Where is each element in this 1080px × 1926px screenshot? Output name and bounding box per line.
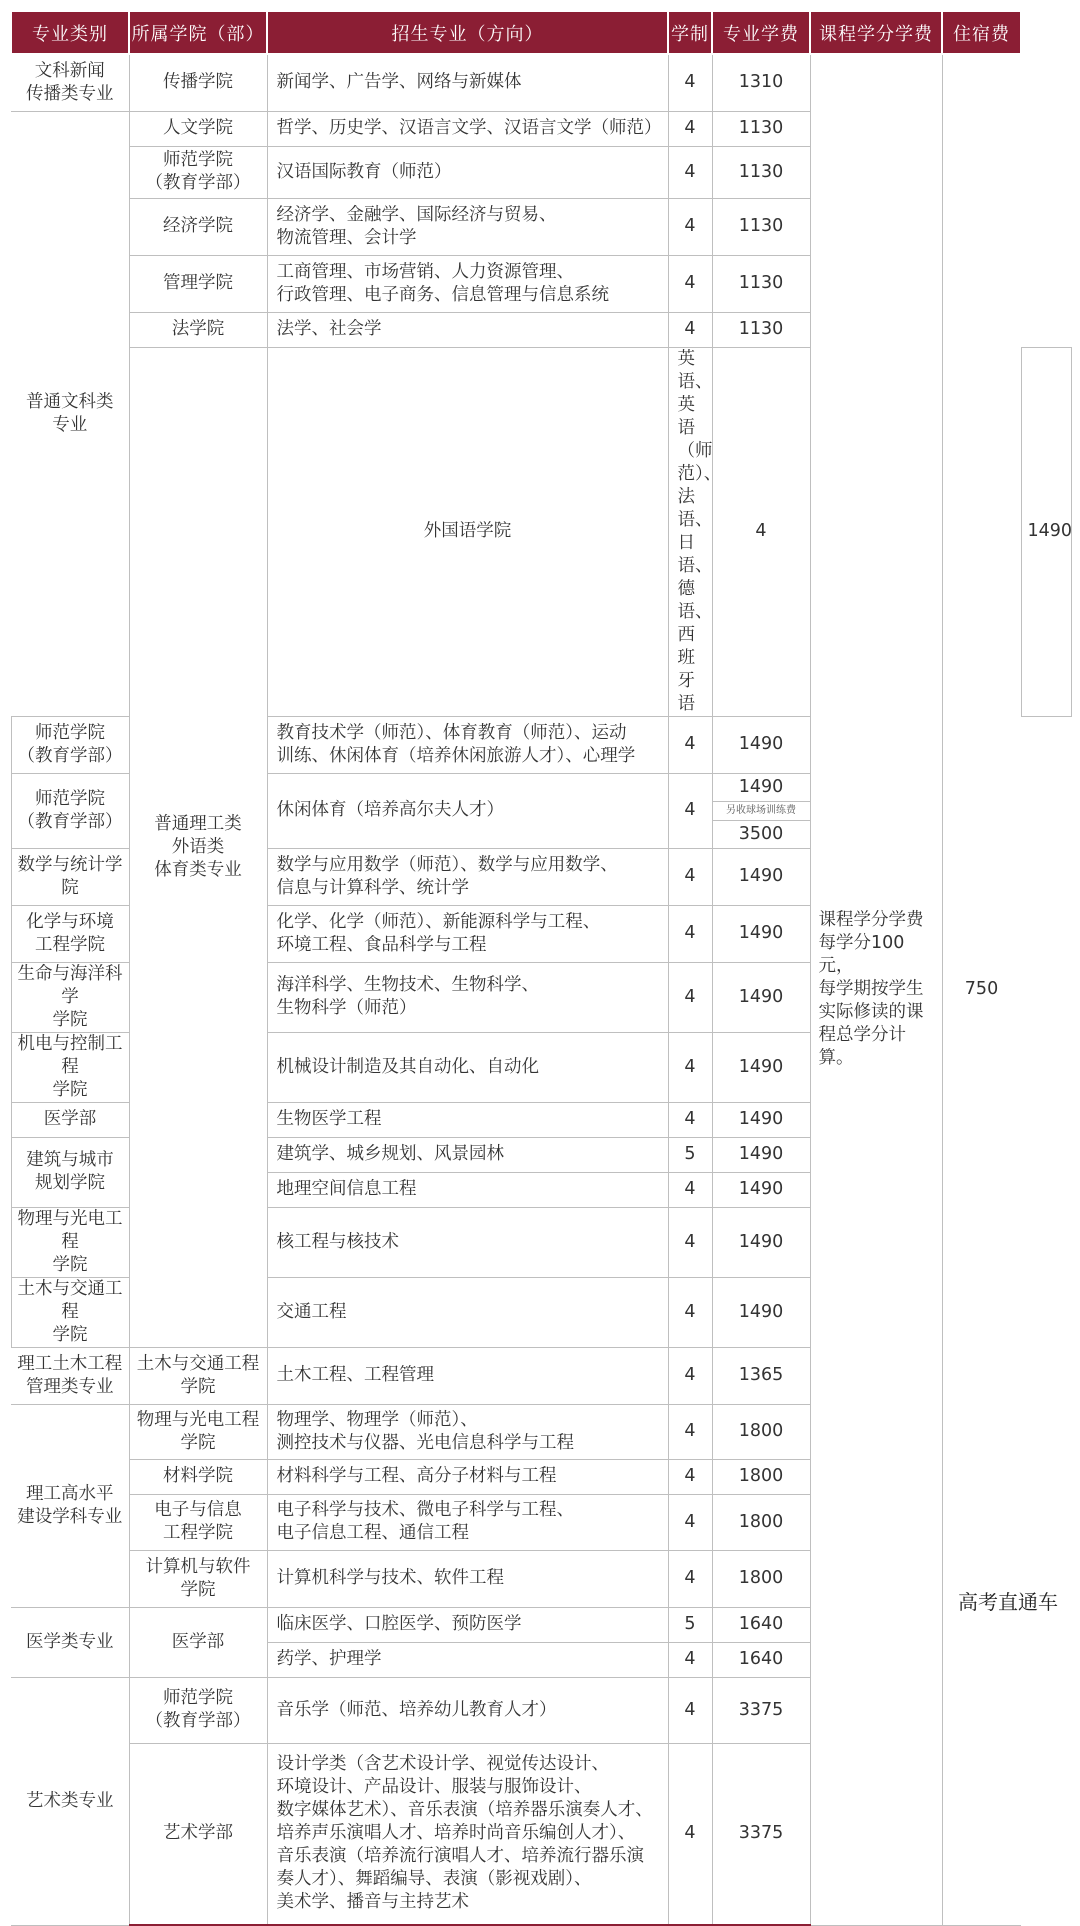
tuition-cell: 1640	[712, 1607, 810, 1642]
college-cell: 师范学院 （教育学部）	[11, 716, 129, 773]
college-cell: 传播学院	[129, 54, 267, 111]
college-cell: 计算机与软件 学院	[129, 1550, 267, 1607]
category-label: 理工高水平 建设学科专业	[17, 1483, 123, 1527]
tuition-cell: 3375	[712, 1677, 810, 1743]
table-header-row	[11, 11, 1072, 54]
years-cell: 5	[668, 1607, 712, 1642]
majors-cell: 土木工程、工程管理	[267, 1347, 668, 1404]
college-cell: 电子与信息 工程学院	[129, 1494, 267, 1550]
majors-cell: 英语、英语（师范）、法语、日语、德语、 西班牙语	[668, 347, 712, 716]
tuition-cell: 3375	[712, 1743, 810, 1925]
majors-cell: 新闻学、广告学、网络与新媒体	[267, 54, 668, 111]
years-cell: 4	[668, 111, 712, 146]
years-cell: 4	[668, 1642, 712, 1677]
years-cell: 4	[712, 347, 810, 716]
tuition-value: 1490	[738, 776, 784, 797]
years-cell: 4	[668, 1277, 712, 1347]
table-row	[11, 54, 1072, 111]
header-college: 所属学院（部）	[129, 11, 267, 54]
majors-cell: 药学、护理学	[267, 1642, 668, 1677]
college-cell: 外国语学院	[267, 347, 668, 716]
tuition-cell: 1130	[712, 146, 810, 198]
tuition-cell: 1800	[712, 1459, 810, 1494]
majors-cell: 生物医学工程	[267, 1102, 668, 1137]
years-cell: 4	[668, 1207, 712, 1277]
years-cell: 4	[668, 312, 712, 347]
tuition-cell: 1310	[712, 54, 810, 111]
years-cell: 4	[668, 1494, 712, 1550]
category-label: 文科新闻 传播类专业	[26, 60, 114, 104]
header-credit-fee: 课程学分学费	[810, 11, 942, 54]
majors-cell: 计算机科学与技术、软件工程	[267, 1550, 668, 1607]
years-cell: 4	[668, 255, 712, 312]
college-cell: 物理与光电工程 学院	[129, 1404, 267, 1459]
college-cell: 物理与光电工程 学院	[11, 1207, 129, 1277]
header-category: 专业类别	[11, 11, 129, 54]
years-cell: 4	[668, 1743, 712, 1925]
golf-fee-value: 3500	[738, 823, 784, 844]
years-cell: 4	[668, 1172, 712, 1207]
years-cell: 4	[668, 54, 712, 111]
college-cell: 管理学院	[129, 255, 267, 312]
college-cell: 化学与环境 工程学院	[11, 905, 129, 962]
majors-cell: 机械设计制造及其自动化、自动化	[267, 1032, 668, 1102]
tuition-cell: 1490	[712, 1137, 810, 1172]
watermark-text: 高考直通车	[958, 1590, 1058, 1614]
years-cell: 4	[668, 716, 712, 773]
years-cell: 4	[668, 1032, 712, 1102]
header-majors: 招生专业（方向）	[267, 11, 668, 54]
years-cell: 4	[668, 905, 712, 962]
college-cell: 材料学院	[129, 1459, 267, 1494]
header-years: 学制	[668, 11, 712, 54]
college-cell: 师范学院 （教育学部）	[129, 146, 267, 198]
majors-cell: 工商管理、市场营销、人力资源管理、 行政管理、电子商务、信息管理与信息系统	[267, 255, 668, 312]
college-cell: 师范学院 （教育学部）	[129, 1677, 267, 1743]
majors-cell: 化学、化学（师范）、新能源科学与工程、 环境工程、食品科学与工程	[267, 905, 668, 962]
tuition-cell: 1130	[712, 255, 810, 312]
college-cell: 土木与交通工程 学院	[129, 1347, 267, 1404]
header-tuition: 专业学费	[712, 11, 810, 54]
college-cell: 数学与统计学院	[11, 848, 129, 905]
college-cell: 医学部	[11, 1102, 129, 1137]
majors-cell: 建筑学、城乡规划、风景园林	[267, 1137, 668, 1172]
tuition-cell: 1490	[712, 962, 810, 1032]
category-label: 理工土木工程 管理类专业	[17, 1353, 123, 1397]
majors-cell: 教育技术学（师范）、体育教育（师范）、运动 训练、休闲体育（培养休闲旅游人才）、心理学	[267, 716, 668, 773]
college-cell: 艺术学部	[129, 1743, 267, 1925]
tuition-cell: 1640	[712, 1642, 810, 1677]
years-cell: 4	[668, 1102, 712, 1137]
tuition-cell: 1490	[712, 1102, 810, 1137]
category-cell	[11, 1677, 129, 1925]
years-cell: 4	[668, 962, 712, 1032]
majors-cell: 核工程与核技术	[267, 1207, 668, 1277]
years-cell: 4	[668, 1459, 712, 1494]
years-cell: 4	[668, 1550, 712, 1607]
years-cell: 4	[668, 773, 712, 848]
dorm-fee-cell	[942, 54, 1021, 1925]
tuition-cell: 1800	[712, 1494, 810, 1550]
majors-cell: 材料科学与工程、高分子材料与工程	[267, 1459, 668, 1494]
tuition-cell: 1130	[712, 111, 810, 146]
tuition-cell: 1130	[712, 198, 810, 255]
years-cell: 4	[668, 1677, 712, 1743]
majors-cell: 海洋科学、生物技术、生物科学、 生物科学（师范）	[267, 962, 668, 1032]
college-cell: 医学部	[129, 1607, 267, 1677]
tuition-cell: 1130	[712, 312, 810, 347]
majors-cell: 地理空间信息工程	[267, 1172, 668, 1207]
years-cell: 4	[668, 848, 712, 905]
category-label: 医学类专业	[26, 1631, 114, 1652]
college-cell: 生命与海洋科学 学院	[11, 962, 129, 1032]
category-label: 艺术类专业	[26, 1790, 114, 1811]
majors-cell: 设计学类（含艺术设计学、视觉传达设计、 环境设计、产品设计、服装与服饰设计、 数字媒体艺术）、音乐表演（培养器乐演奏人才、 培养声乐演唱人才、培养时尚音乐编创人才）、 音乐表演（培养流行演唱人才、培养流行器乐演 奏人才）、舞蹈编导、表演（影视戏剧）、 美术学、播音与主持艺术	[267, 1743, 668, 1925]
tuition-cell: 1490	[712, 905, 810, 962]
years-cell: 5	[668, 1137, 712, 1172]
majors-cell: 临床医学、口腔医学、预防医学	[267, 1607, 668, 1642]
college-cell: 建筑与城市 规划学院	[11, 1137, 129, 1207]
tuition-fee-table	[10, 10, 1072, 1926]
category-label: 普通理工类 外语类 体育类专业	[154, 813, 242, 880]
majors-cell: 数学与应用数学（师范）、数学与应用数学、 信息与计算科学、统计学	[267, 848, 668, 905]
years-cell: 4	[668, 1404, 712, 1459]
college-cell: 师范学院 （教育学部）	[11, 773, 129, 848]
college-cell: 法学院	[129, 312, 267, 347]
category-cell	[11, 111, 129, 716]
tuition-cell: 1490	[712, 1277, 810, 1347]
majors-cell: 交通工程	[267, 1277, 668, 1347]
years-cell: 4	[668, 146, 712, 198]
category-label: 普通文科类 专业	[26, 391, 114, 435]
majors-cell: 音乐学（师范、培养幼儿教育人才）	[267, 1677, 668, 1743]
years-cell: 4	[668, 1347, 712, 1404]
tuition-cell: 1490	[712, 1032, 810, 1102]
category-cell	[11, 1404, 129, 1607]
tuition-cell	[712, 773, 810, 848]
credit-fee-text: 课程学分学费 每学分100元， 每学期按学生 实际修读的课 程总学分计算。	[818, 910, 924, 1069]
majors-cell: 汉语国际教育（师范）	[267, 146, 668, 198]
majors-cell: 休闲体育（培养高尔夫人才）	[267, 773, 668, 848]
college-cell: 土木与交通工程 学院	[11, 1277, 129, 1347]
golf-fee-note: 另收球场训练费	[713, 801, 810, 821]
majors-cell: 物理学、物理学（师范）、 测控技术与仪器、光电信息科学与工程	[267, 1404, 668, 1459]
tuition-cell: 1365	[712, 1347, 810, 1404]
tuition-cell: 1490	[712, 1207, 810, 1277]
category-cell	[11, 1347, 129, 1404]
college-cell: 人文学院	[129, 111, 267, 146]
college-cell: 经济学院	[129, 198, 267, 255]
majors-cell: 电子科学与技术、微电子科学与工程、 电子信息工程、通信工程	[267, 1494, 668, 1550]
category-cell	[129, 347, 267, 1347]
majors-cell: 经济学、金融学、国际经济与贸易、 物流管理、会计学	[267, 198, 668, 255]
tuition-cell: 1490	[1021, 347, 1072, 716]
category-cell	[11, 1607, 129, 1677]
header-dorm-fee: 住宿费	[942, 11, 1021, 54]
category-cell	[11, 54, 129, 111]
tuition-cell: 1490	[712, 716, 810, 773]
majors-cell: 哲学、历史学、汉语言文学、汉语言文学（师范）	[267, 111, 668, 146]
years-cell: 4	[668, 198, 712, 255]
majors-cell: 法学、社会学	[267, 312, 668, 347]
tuition-cell: 1800	[712, 1550, 810, 1607]
college-cell: 机电与控制工程 学院	[11, 1032, 129, 1102]
tuition-cell: 1490	[712, 1172, 810, 1207]
dorm-fee-value: 750	[964, 979, 999, 1000]
tuition-cell: 1800	[712, 1404, 810, 1459]
tuition-cell: 1490	[712, 848, 810, 905]
credit-fee-cell	[810, 54, 942, 1925]
